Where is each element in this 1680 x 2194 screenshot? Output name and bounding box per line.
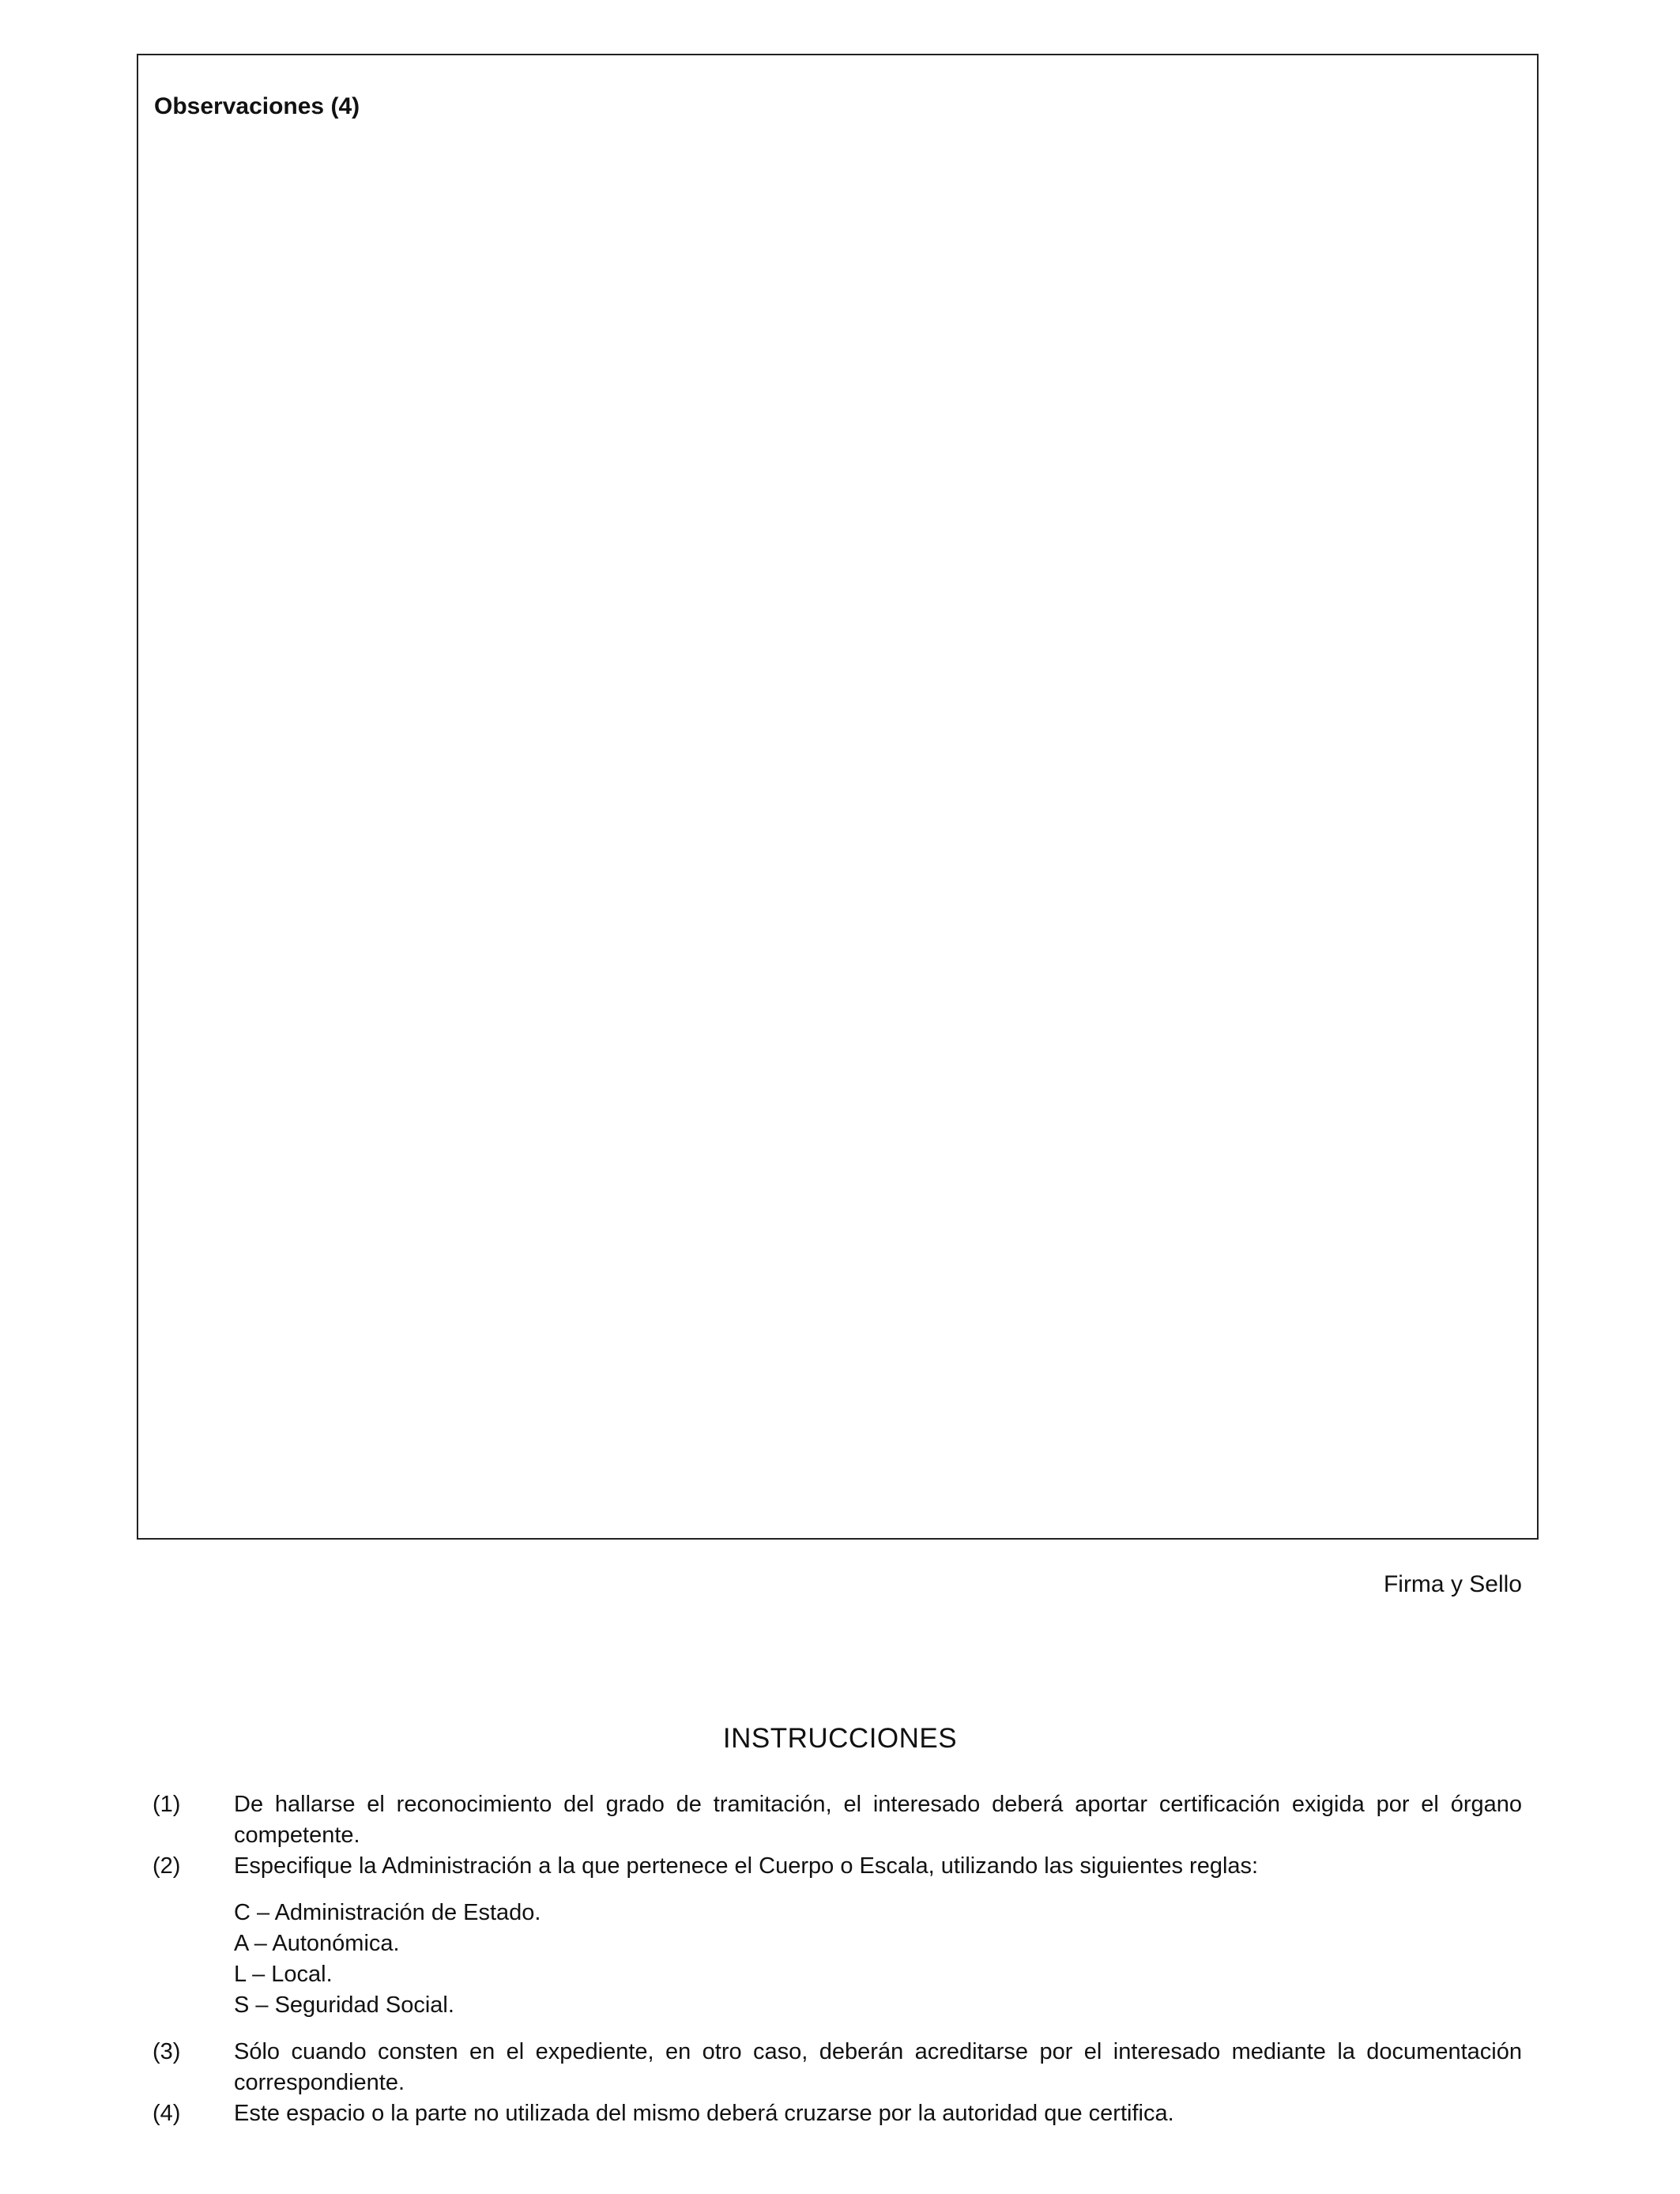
rule-item: C – Administración de Estado. — [234, 1900, 541, 1925]
instructions-list — [153, 1789, 1522, 2129]
rule-item: L – Local. — [234, 1962, 333, 1987]
administration-rules — [234, 1898, 1522, 2021]
instruction-text: De hallarse el reconocimiento del grado de tramitación, el interesado deberá aportar certificación exigida por el órgano competente. — [234, 1792, 1522, 1848]
instruction-number: (3) — [153, 2039, 181, 2064]
rule-item: S – Seguridad Social. — [234, 1992, 454, 2018]
instruction-item — [153, 2098, 1522, 2129]
instruction-text: Especifique la Administración a la que pertenece el Cuerpo o Escala, utilizando las siguientes reglas: — [234, 1853, 1259, 1879]
instruction-item — [153, 2037, 1522, 2098]
instruction-number: (4) — [153, 2101, 181, 2126]
observations-box — [137, 54, 1539, 1540]
instruction-text: Sólo cuando consten en el expediente, en otro caso, deberán acreditarse por el interesado mediante la documentación correspondiente. — [234, 2039, 1522, 2095]
signature-label: Firma y Sello — [1383, 1571, 1522, 1597]
instruction-item — [153, 1851, 1522, 1882]
instruction-number: (2) — [153, 1853, 181, 1879]
rule-item: A – Autonómica. — [234, 1931, 400, 1956]
instruction-text: Este espacio o la parte no utilizada del mismo deberá cruzarse por la autoridad que certifica. — [234, 2101, 1174, 2126]
instruction-item — [153, 1789, 1522, 1851]
observations-title: Observaciones (4) — [154, 93, 360, 119]
instruction-number: (1) — [153, 1792, 181, 1817]
instructions-title: INSTRUCCIONES — [722, 1723, 958, 1754]
